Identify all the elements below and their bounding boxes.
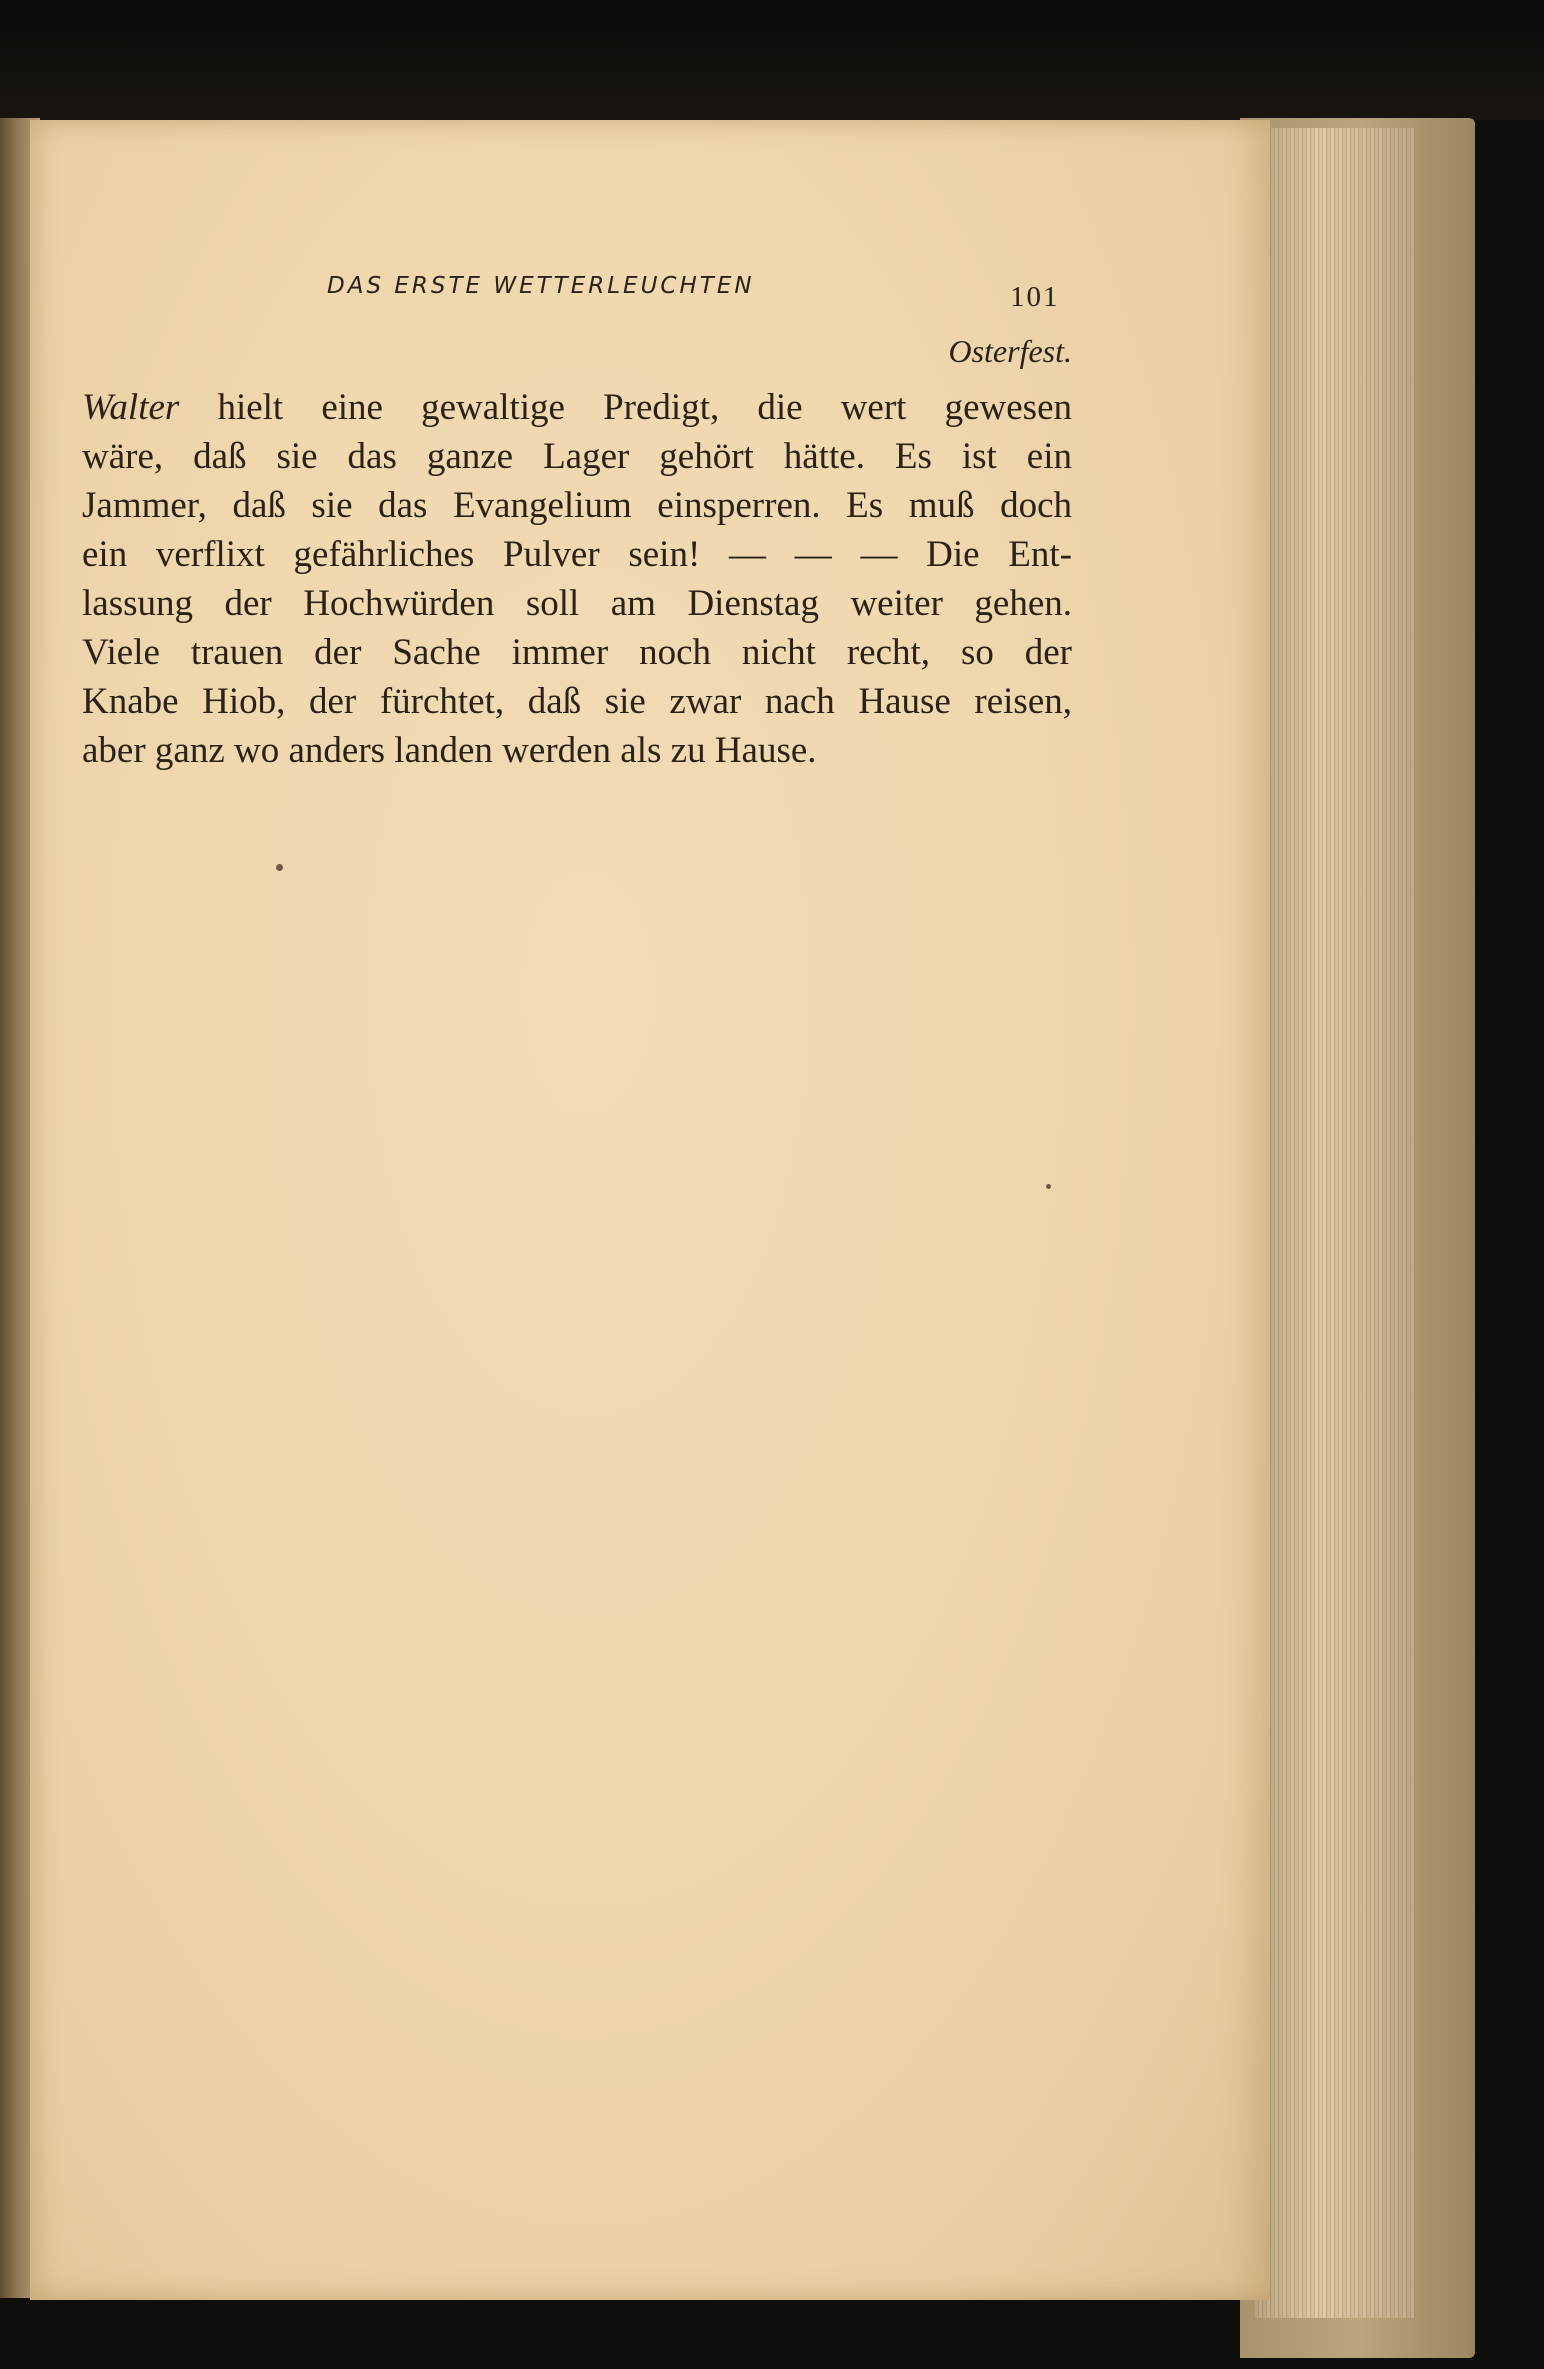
text-line-1-rest: hielt eine gewaltige Predigt, die wert gewesen bbox=[179, 387, 1072, 428]
page-number: 101 bbox=[1010, 281, 1060, 313]
entry-body bbox=[82, 383, 1072, 775]
first-word: Walter bbox=[82, 387, 180, 428]
text-line-1 bbox=[82, 383, 1072, 432]
dark-background bbox=[0, 0, 1544, 120]
paper-speck bbox=[276, 864, 283, 871]
text-line-6: Viele trauen der Sache immer noch nicht recht, so der bbox=[82, 632, 1072, 673]
text-line-8: aber ganz wo anders landen werden als zu Hause. bbox=[82, 730, 817, 771]
text-line-7: Knabe Hiob, der fürchtet, daß sie zwar nach Hause reisen, bbox=[82, 681, 1072, 722]
page-edges-shading bbox=[1255, 128, 1415, 2318]
paper-speck bbox=[1046, 1184, 1051, 1189]
text-line-3: Jammer, daß sie das Evangelium einsperren. Es muß doch bbox=[82, 485, 1072, 526]
entry-date-heading: Osterfest. bbox=[948, 333, 1072, 369]
text-line-4: ein verflixt gefährliches Pulver sein! — — — Die Ent- bbox=[82, 534, 1072, 575]
running-head: DAS ERSTE WETTERLEUCHTEN bbox=[327, 273, 755, 299]
text-line-5: lassung der Hochwürden soll am Dienstag weiter gehen. bbox=[82, 583, 1072, 624]
text-line-2: wäre, daß sie das ganze Lager gehört hätte. Es ist ein bbox=[82, 436, 1072, 477]
